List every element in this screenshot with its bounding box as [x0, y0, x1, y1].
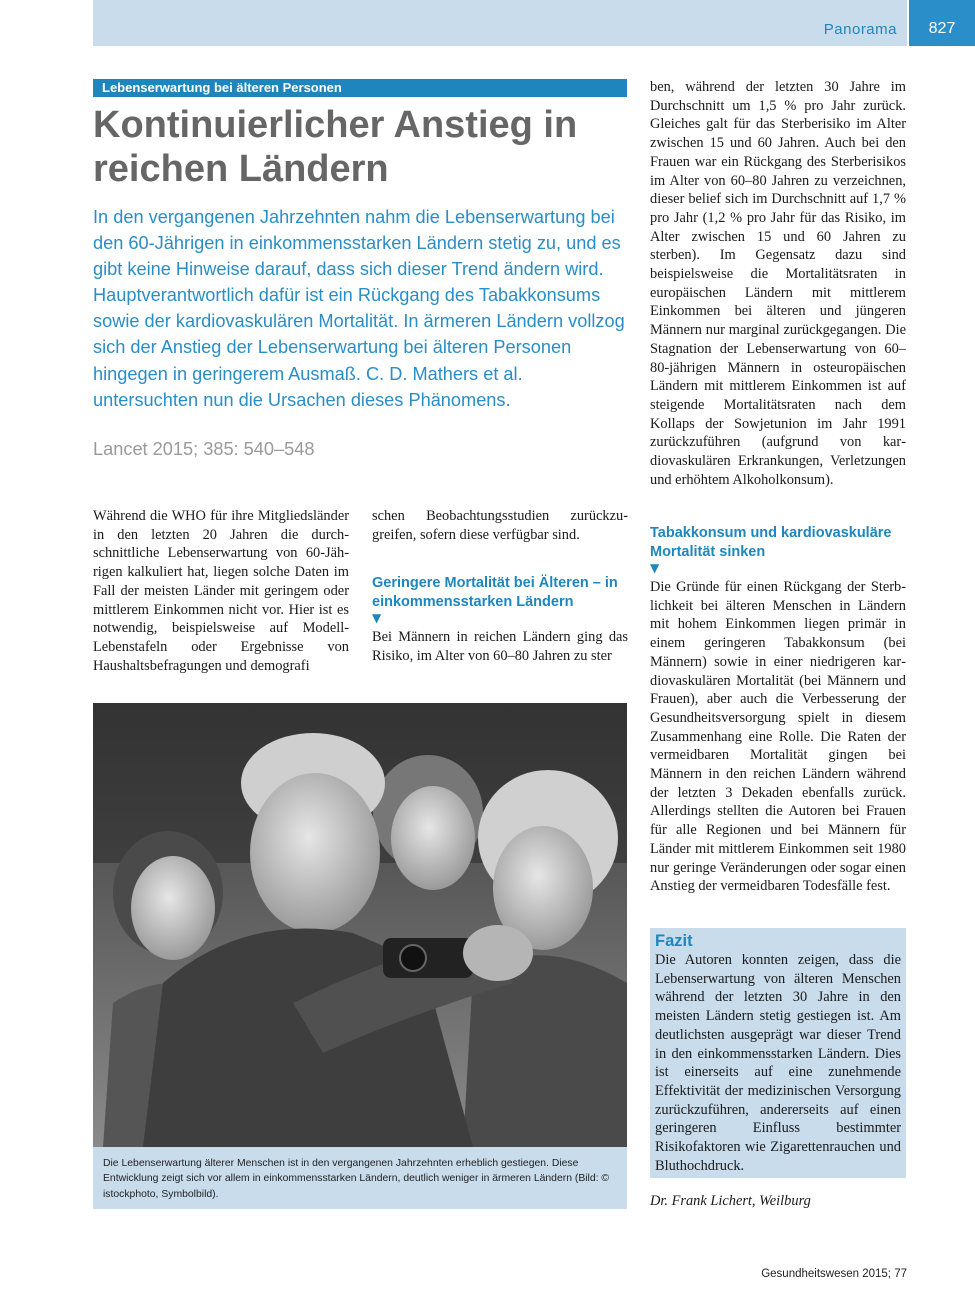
body-column-4 [650, 524, 906, 896]
header-bar [93, 0, 907, 46]
body-paragraph: Die Gründe für einen Rückgang der Sterblichkeit bei älteren Menschen in Ländern mit hohem Einkommen liegen primär in einem geringeren Tabakkonsum (bei Männern) sowie in einer niedrigeren kardiovaskulären Mortalität (bei Männern und Frauen), aber auch die Verbesserung der Gesundheitsversorgung spielt in diesem Zusammenhang eine Rolle. Die Raten der vermeidbaren Mortalität gingen bei Männern in den reichen Ländern während der letzten 3 Dekaden ebenfalls zurück. Allerdings stellten die Autoren bei Frauen für alle Regionen und bei Männern für Länder mit mittlerem Einkommen seit 1980 nur geringe Veränderungen oder sogar einen Anstieg der vermeidbaren Todesfälle fest. [650, 579, 906, 895]
elderly-group-photo [93, 703, 627, 1147]
article-lead: In den vergangenen Jahrzehnten nahm die Lebenserwartung bei den 60-Jährigen in einkommensstarken Ländern stetig zu, und es gibt keine Hinweise darauf, dass sich dieser Trend ändern wird. Hauptverantwortlich dafür ist ein Rückgang des Tabakkonsums sowie der kardiovaskulären Mortalität. In ärmeren Ländern vollzog sich der Anstieg der Lebenserwartung bei älteren Personen hingegen in geringerem Ausmaß. C. D. Mathers et al. untersuchten nun die Ursachen dieses Phänomens. [93, 207, 625, 410]
subheading: Tabakkonsum und kardiovaskuläre Mortalität sinken [650, 525, 892, 560]
conclusion-title: Fazit [655, 932, 693, 950]
body-column-3 [650, 78, 906, 489]
journal-footer: Gesundheitswesen 2015; 77 [761, 1268, 907, 1280]
arrow-down-icon: ▼ [372, 611, 382, 626]
section-name: Panorama [823, 21, 897, 38]
conclusion-text: Die Autoren konnten zeigen, dass die Lebenserwartung von älteren Menschen während der letzten 30 Jahre in den meisten Ländern stetig gestiegen ist. Am deutlichsten ausgeprägt war dieser Trend in den einkommensstarken Ländern. Dies ist einerseits auf eine zunehmende Effektivität der medizinischen Versorgung zurückzuführen, andererseits auf einen geringeren Einfluss bestimmter Risikofaktoren wie Zigarettenrauchen und Bluthochdruck. [655, 952, 901, 1174]
topic-label: Lebenserwartung bei älteren Personen [93, 79, 627, 97]
page-number: 827 [928, 20, 956, 37]
body-paragraph: Bei Männern in reichen Ländern ging das Risiko, im Alter von 60–80 Jahren zu ster [372, 629, 628, 665]
author: Dr. Frank Lichert, Weilburg [650, 1193, 811, 1209]
body-paragraph: Während die WHO für ihre Mitgliedsländer in den letzten 20 Jahren die durchschnittliche Lebenserwartung von 60-Jährigen kalkuliert hat, liegen solche Daten im Fall der meisten Länder mit geringem oder mittlerem Einkommen nicht vor. Hier ist es notwendig, beispielsweise auf Modell-Lebenstafeln oder Ergebnisse von Haushaltsbefragungen und demografi [93, 508, 349, 674]
subheading: Geringere Mortalität bei Älteren – in einkommensstarken Ländern [372, 575, 618, 610]
article-headline: Kontinuierlicher Anstieg in reichen Ländern [93, 104, 578, 190]
photo-caption: Die Lebenserwartung älterer Menschen ist in den vergangenen Jahrzehnten erheblich gestiegen. Diese Entwicklung zeigt sich vor allem in einkommensstarken Ländern, deutlich weniger in ärmeren Ländern (Bild: © istockphoto, Symbolbild). [93, 1147, 627, 1209]
conclusion-box [650, 928, 906, 1178]
body-paragraph: schen Beobachtungsstudien zurückzugreifen, sofern diese verfügbar sind. [372, 508, 628, 543]
arrow-down-icon: ▼ [650, 561, 660, 575]
body-paragraph: ben, während der letzten 30 Jahre im Durchschnitt um 1,5 % pro Jahr zurück. Gleiches galt für das Sterberisiko im Alter zwischen 15 und 60 Jahren. Auch bei den Frauen war ein Rückgang des Sterberisikos im Alter von 60–80 Jahren zu verzeichnen, dieser belief sich im Durchschnitt auf 1,7 % pro Jahr (1,2 % pro Jahr für das Risiko, im Alter zwischen 15 und 60 Jahren zu sterben). Im Gegensatz dazu sind beispielsweise die Mortalitätsraten in europäischen Ländern mit mittlerem Einkommen bei älteren und jüngeren Männern nur marginal zurückgegangen. Die Stagnation der Lebenserwartung von 60–80-jährigen Männern in osteuropäischen Ländern mit mittlerem Einkommen ist auf steigende Mortalitätsraten nach dem Kollaps der Sowjetunion im Jahr 1991 zurückzuführen (aufgrund von kardiovaskulären Erkrankungen, Verletzungen und erhöhtem Alkoholkonsum). [650, 79, 906, 488]
article-photo [93, 703, 627, 1147]
body-column-1 [93, 507, 349, 675]
page-number-box [909, 0, 975, 46]
body-column-2 [372, 507, 628, 666]
citation: Lancet 2015; 385: 540–548 [93, 439, 315, 459]
